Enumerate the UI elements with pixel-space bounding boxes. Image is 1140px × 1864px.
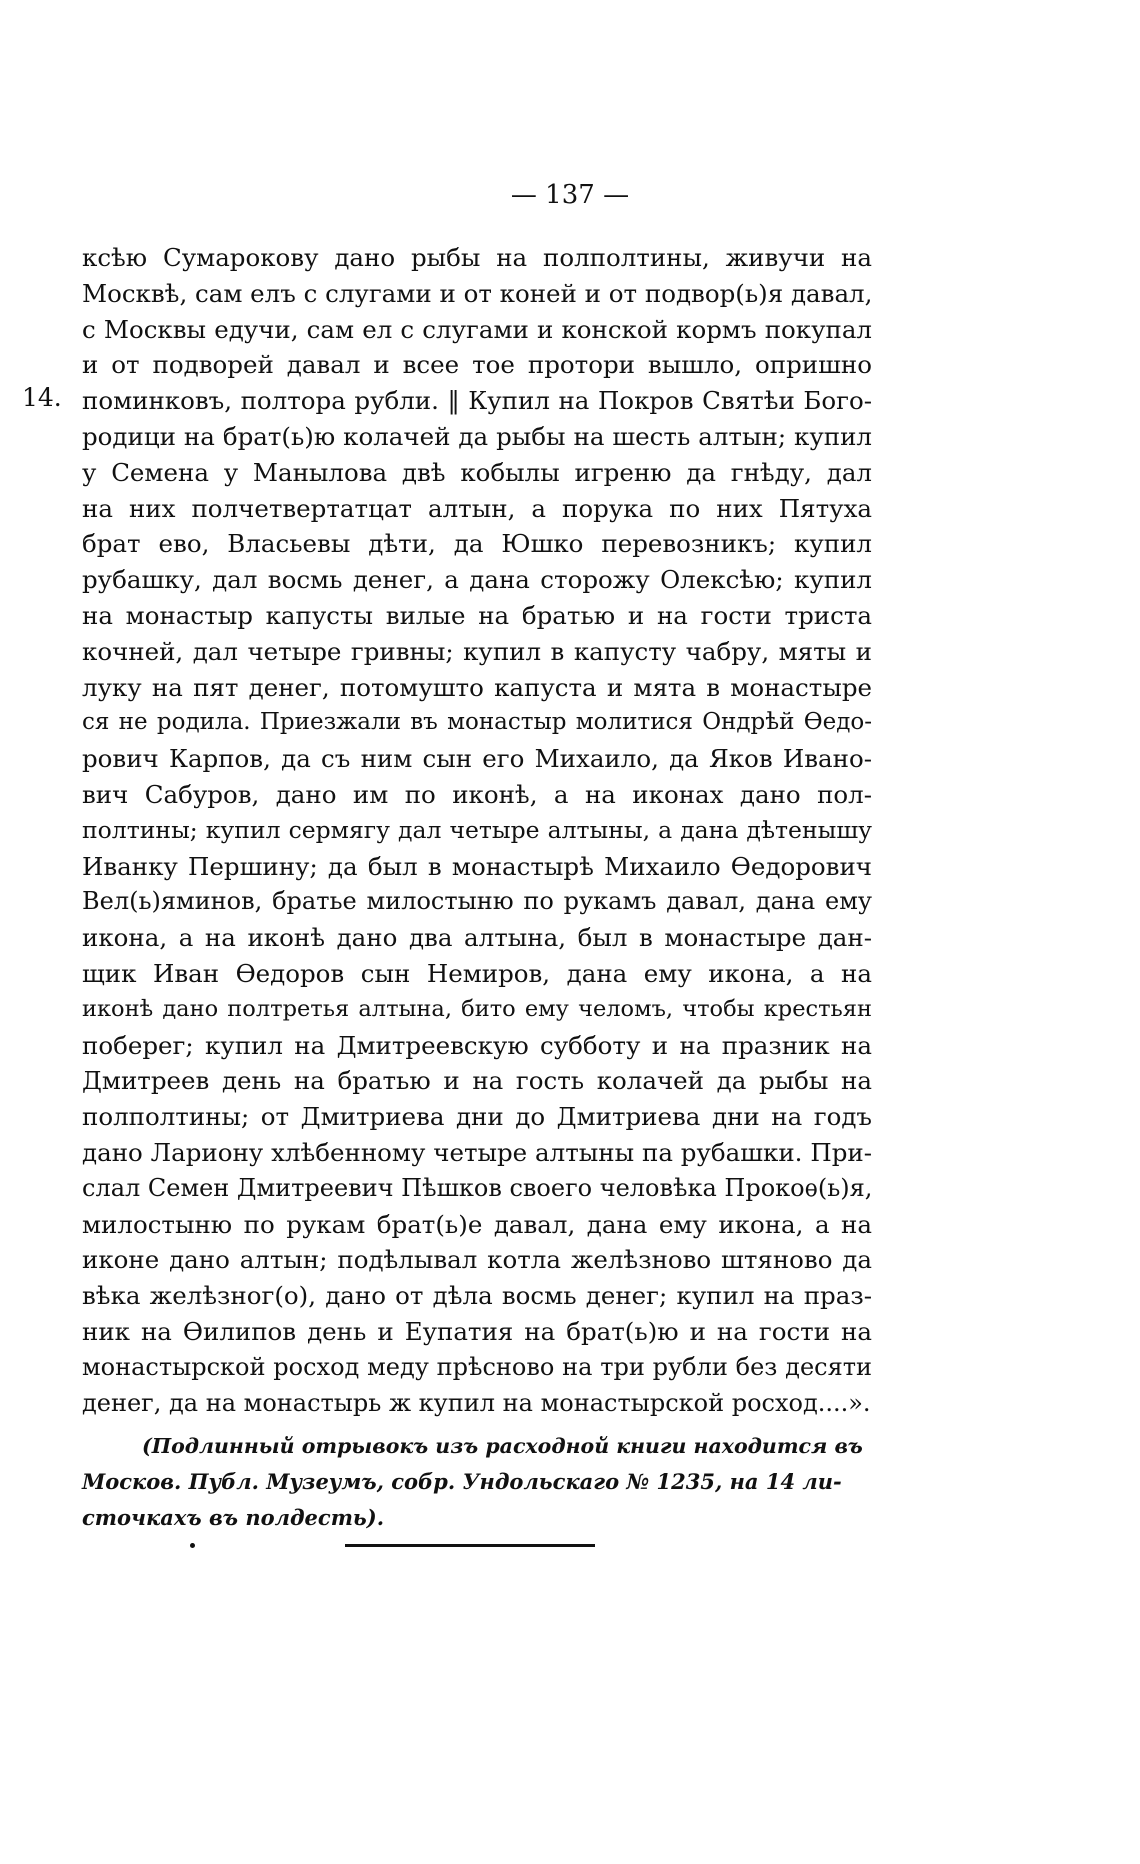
text-line: ник на Ѳилипов день и Еупатия на брат(ь)ю и на гости на [82, 1316, 872, 1346]
text-line: кочней, дал четыре гривны; купил в капусту чабру, мяты и [82, 636, 872, 666]
source-note [82, 1428, 872, 1536]
text-line: Вел(ь)яминов, братье милостыню по рукамъ давал, дана ему [82, 887, 872, 916]
ornamental-rule [345, 1544, 595, 1547]
text-line: Дмитреев день на братью и на гость колачей да рыбы на [82, 1066, 872, 1096]
text-line: рубашку, дал восмь денег, а дана сторожу Олексѣю; купил [82, 565, 872, 595]
text-line: поберег; купил на Дмитреевскую субботу и на празник на [82, 1030, 872, 1060]
text-line: на них полчетвертатцат алтын, а порука по них Пятуха [82, 493, 872, 523]
body-text [82, 240, 872, 1421]
text-line: луку на пят денег, потомушто капуста и мята в монастыре [82, 672, 872, 702]
text-line: Москвѣ, сам елъ с слугами и от коней и от подвор(ь)я давал, [82, 278, 873, 308]
text-line: ся не родила. Приезжали въ монастыр молитися Ондрѣй Ѳедо- [82, 709, 872, 736]
text-line: монастырской росход меду прѣсново на три рубли без десяти [82, 1352, 872, 1381]
text-line: полполтины; от Дмитриева дни до Дмитриева дни на годъ [82, 1102, 872, 1132]
text-line: рович Карпов, да съ ним сын его Михаило, да Яков Ивано- [82, 744, 872, 774]
text-line: полтины; купил сермягу дал четыре алтыны, а дана дѣтенышу [82, 815, 872, 844]
note-line: Москов. Публ. Музеумъ, собр. Ундольскаго № 1235, на 14 ли- [82, 1469, 842, 1494]
page-number: — 137 — [510, 180, 630, 210]
text-line: иконе дано алтын; подѣлывал котла желѣзново штяново да [82, 1245, 872, 1275]
text-line: ксѣю Сумарокову дано рыбы на полполтины, живучи на [82, 243, 872, 272]
text-line: на монастыр капусты вилые на братью и на гости триста [82, 600, 872, 630]
text-line: дано Лариону хлѣбенному четыре алтыны па рубашки. При- [82, 1137, 872, 1167]
text-line: милостыню по рукам брат(ь)е давал, дана ему икона, а на [82, 1209, 872, 1239]
text-line: с Москвы едучи, сам ел с слугами и конской кормъ покупал [82, 314, 872, 344]
note-line: сточкахъ въ полдесть). [82, 1505, 385, 1530]
text-line: брат ево, Власьевы дѣти, да Юшко перевозникъ; купил [82, 529, 872, 559]
margin-folio-number: 14. [22, 383, 62, 412]
text-line: иконѣ дано полтретья алтына, бито ему челомъ, чтобы крестьян [82, 995, 872, 1022]
note-line: (Подлинный отрывокъ изъ расходной книги находится въ [142, 1434, 863, 1458]
text-line: Иванку Першину; да был в монастырѣ Михаило Ѳедорович [82, 851, 872, 881]
text-line: у Семена у Манылова двѣ кобылы игреню да гнѣду, дал [82, 457, 872, 487]
text-line: денег, да на монастырь ж купил на монастырской росход....». [82, 1388, 871, 1417]
stray-dot [190, 1543, 195, 1548]
text-line: родици на брат(ь)ю колачей да рыбы на шесть алтын; купил [82, 421, 872, 451]
text-line: поминковъ, полтора рубли. ‖ Купил на Покров Святѣи Бого- [82, 386, 872, 416]
text-line: и от подворей давал и всее тое протори вышло, опришно [82, 350, 872, 380]
text-line: вич Сабуров, дано им по иконѣ, а на иконах дано пол- [82, 779, 872, 809]
text-line: щик Иван Ѳедоров сын Немиров, дана ему икона, а на [82, 958, 872, 988]
text-line: вѣка желѣзног(о), дано от дѣла восмь денег; купил на праз- [82, 1281, 872, 1311]
text-line: икона, а на иконѣ дано два алтына, был в монастыре дан- [82, 923, 872, 953]
text-line: слал Семен Дмитреевич Пѣшков своего человѣка Прокоѳ(ь)я, [82, 1173, 873, 1202]
